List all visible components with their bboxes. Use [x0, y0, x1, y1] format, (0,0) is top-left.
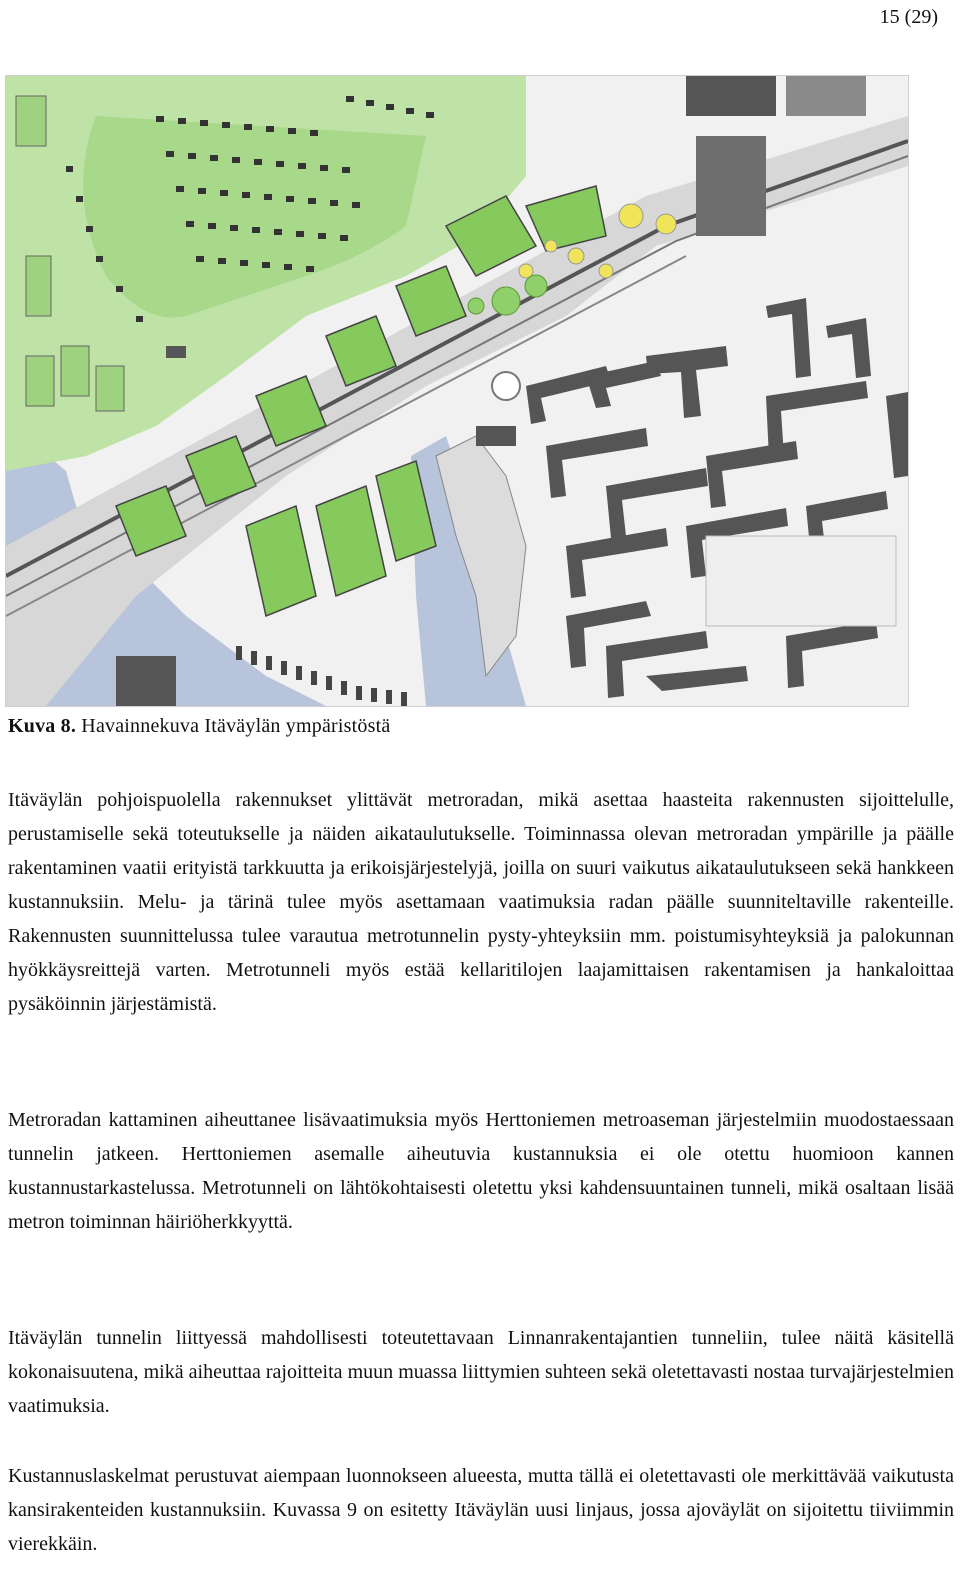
caption-label: Kuva 8. [8, 715, 77, 737]
caption-text: Havainnekuva Itäväylän ympäristöstä [81, 715, 391, 737]
sports-field [706, 536, 896, 626]
figure-caption [8, 715, 390, 738]
station-building [696, 136, 766, 236]
paragraph: Itäväylän pohjoispuolella rakennukset ylittävät metroradan, mikä asettaa haasteita rakennusten sijoittelulle, perustamiselle sekä toteutukselle ja näiden aikataulutukselle. Toiminnassa olevan metroradan ympärille ja päälle rakentaminen vaatii erityistä tarkkuutta ja erikoisjärjestelyjä, joilla on suuri vaikutus aikataulutukseen sekä hankkeen kustannuksiin. Melu- ja tärinä tulee myös asettamaan vaatimuksia radan päälle suunniteltaville rakenteille. Rakennusten suunnittelussa tulee varautua metrotunnelin pysty-yhteyksiin mm. poistumisyhteyksiä ja palokunnan hyökkäysreittejä varten. Metrotunneli myös estää kellaritilojen laajamittaisen rakentamisen ja hankaloittaa pysäköinnin järjestämistä. [8, 789, 954, 1015]
site-plan-map [6, 76, 908, 706]
paragraph: Kustannuslaskelmat perustuvat aiempaan luonnokseen alueesta, mutta tällä ei oletettavasti ole merkittävää vaikutusta kansirakenteiden kustannuksiin. Kuvassa 9 on esitetty Itäväylän uusi linjaus, jossa ajoväylät on sijoitettu tiiviimmin vierekkäin. [8, 1465, 954, 1555]
paragraph: Itäväylän tunnelin liittyessä mahdollisesti toteutettavaan Linnanrakentajantien tunneliin, tulee näitä käsitellä kokonaisuutena, mikä aiheuttaa rajoitteita muun muassa liittymien suhteen sekä oletettavasti nostaa turvajärjestelmien vaatimuksia. [8, 1327, 954, 1417]
page-number: 15 (29) [879, 6, 938, 28]
site-plan-figure [5, 75, 909, 707]
roundabout [492, 372, 520, 400]
paragraph: Metroradan kattaminen aiheuttanee lisävaatimuksia myös Herttoniemen metroaseman järjestelmiin muodostaessaan tunnelin jatkeen. Herttoniemen asemalle aiheutuvia kustannuksia ei ole otettu huomioon kannen kustannustarkastelussa. Metrotunneli on lähtökohtaisesti oletettu yksi kahdensuuntainen tunneli, mikä osaltaan lisää metron toiminnan häiriöherkkyyttä. [8, 1109, 954, 1233]
